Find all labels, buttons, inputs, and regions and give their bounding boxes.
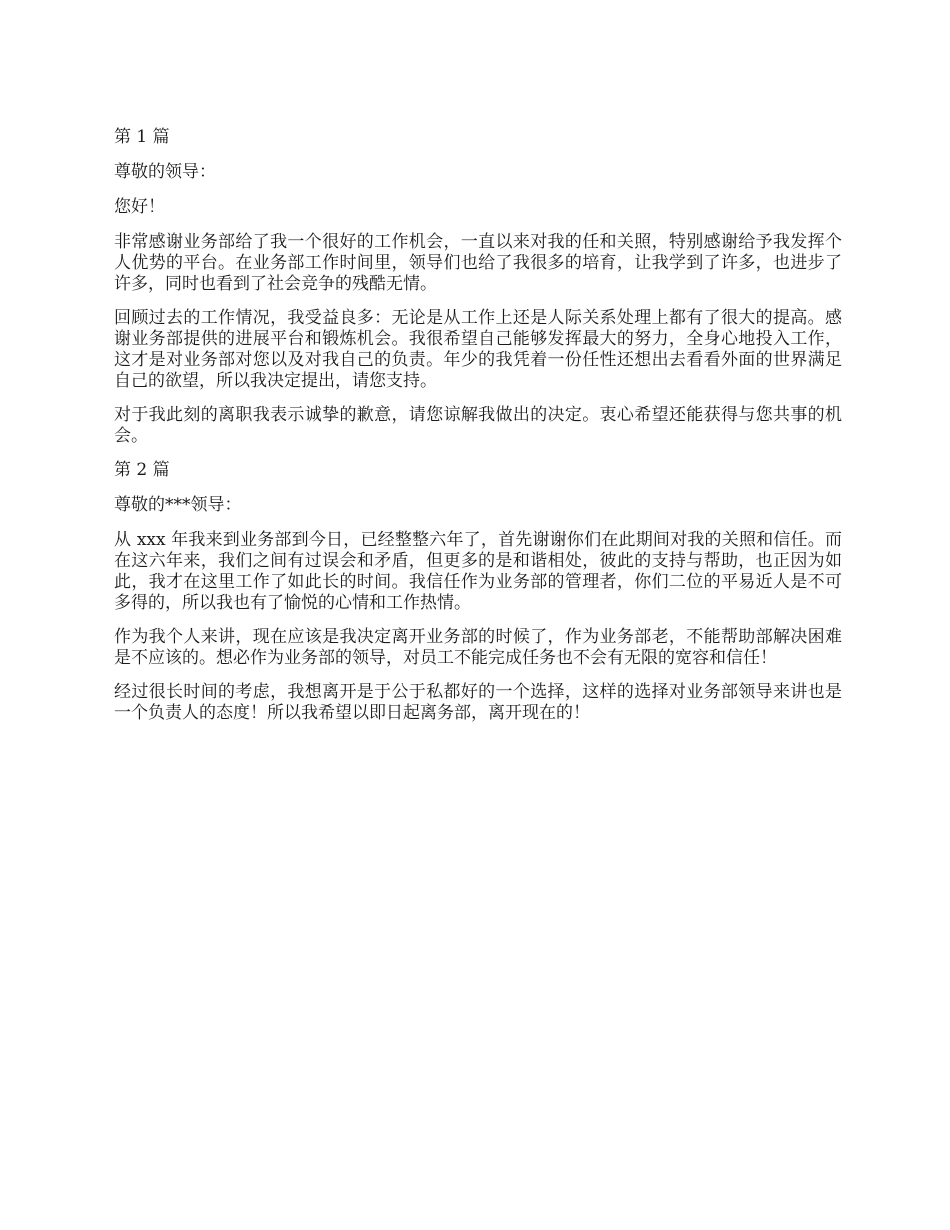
section-1-paragraph-1: 非常感谢业务部给了我一个很好的工作机会，一直以来对我的任和关照，特别感谢给予我发挥个人优势的平台。在业务部工作时间里，领导们也给了我很多的培育，让我学到了许多，也进步了许多，同时也看到了社会竞争的残酷无情。 xyxy=(114,232,842,294)
section-1-paragraph-2: 回顾过去的工作情况，我受益良多：无论是从工作上还是人际关系处理上都有了很大的提高。感谢业务部提供的进展平台和锻炼机会。我很希望自己能够发挥最大的努力，全身心地投入工作，这才是对业务部对您以及对我自己的负责。年少的我凭着一份任性还想出去看看外面的世界满足自己的欲望，所以我决定提出，请您支持。 xyxy=(114,308,842,391)
section-2-paragraph-2: 作为我个人来讲，现在应该是我决定离开业务部的时候了，作为业务部老，不能帮助部解决困难是不应该的。想必作为业务部的领导，对员工不能完成任务也不会有无限的宽容和信任！ xyxy=(114,627,842,668)
section-2-paragraph-3: 经过很长时间的考虑，我想离开是于公于私都好的一个选择，这样的选择对业务部领导来讲也是一个负责人的态度！所以我希望以即日起离务部，离开现在的！ xyxy=(114,682,842,723)
section-1-greeting: 您好！ xyxy=(114,197,165,217)
section-1-paragraph-3: 对于我此刻的离职我表示诚挚的歉意，请您谅解我做出的决定。衷心希望还能获得与您共事的机会。 xyxy=(114,405,842,446)
section-1-salutation: 尊敬的领导： xyxy=(114,162,216,182)
section-2-salutation: 尊敬的***领导： xyxy=(114,495,242,515)
section-1-heading: 第 1 篇 xyxy=(114,127,170,147)
section-2-heading: 第 2 篇 xyxy=(114,460,170,480)
document-body xyxy=(114,127,842,737)
section-2-paragraph-1: 从 xxx 年我来到业务部到今日，已经整整六年了，首先谢谢你们在此期间对我的关照和信任。而在这六年来，我们之间有过误会和矛盾，但更多的是和谐相处，彼此的支持与帮助，也正因为如此，我才在这里工作了如此长的时间。我信任作为业务部的管理者，你们二位的平易近人是不可多得的，所以我也有了愉悦的心情和工作热情。 xyxy=(114,530,842,613)
